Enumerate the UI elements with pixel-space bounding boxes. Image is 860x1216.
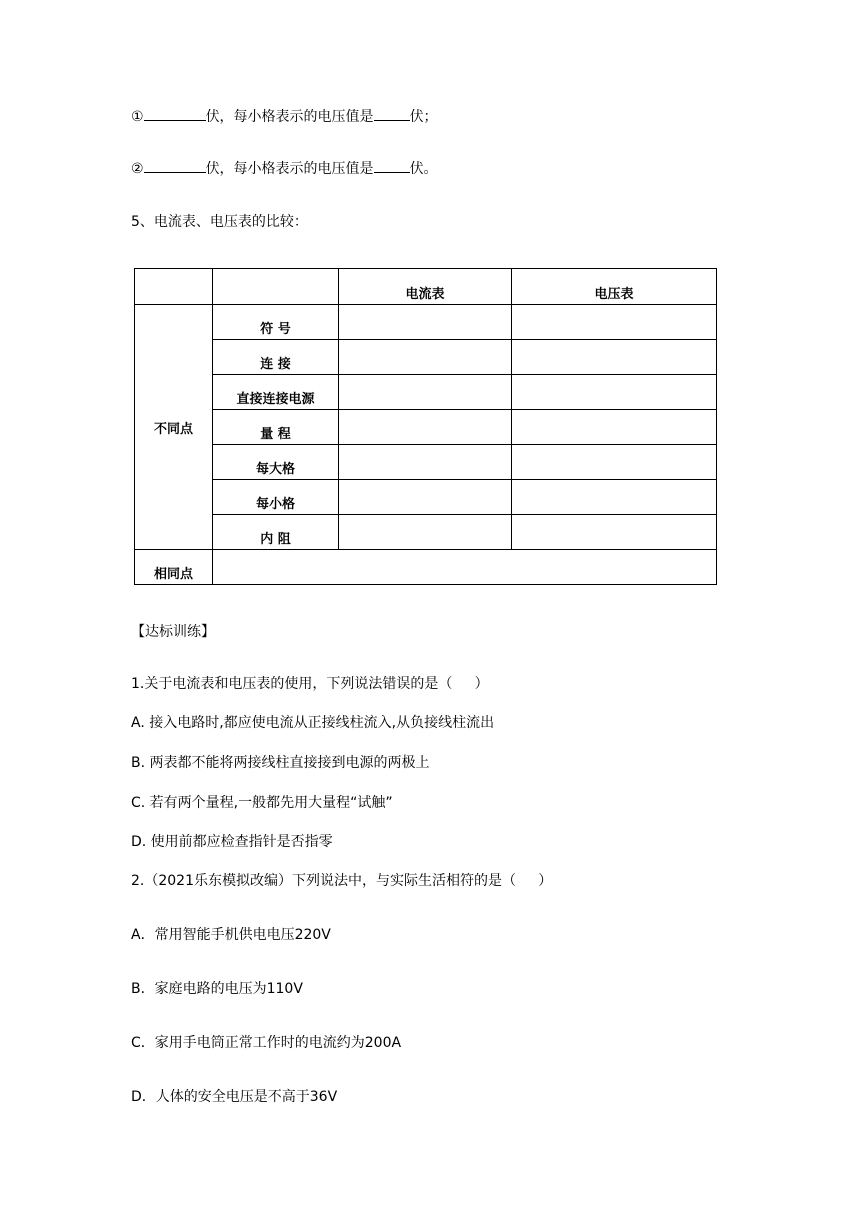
table-cell[interactable]: [512, 340, 717, 375]
row-label: 直接连接电源: [213, 375, 339, 410]
question-2-stem: 2.（2021乐东模拟改编）下列说法中，与实际生活相符的是（ ）: [131, 873, 553, 889]
table-corner-cell: [135, 269, 213, 305]
practice-heading: 【达标训练】: [131, 624, 215, 640]
group-label-same: 相同点: [135, 550, 213, 585]
table-row: [135, 305, 717, 340]
answer-blank[interactable]: [374, 158, 410, 173]
q1-option-b: B. 两表都不能将两接线柱直接接到电源的两极上: [131, 755, 430, 771]
table-row: [135, 515, 717, 550]
table-cell[interactable]: [339, 305, 512, 340]
row-label: 符 号: [213, 305, 339, 340]
question-1-stem: 1.关于电流表和电压表的使用，下列说法错误的是（ ）: [131, 676, 489, 692]
table-cell[interactable]: [339, 515, 512, 550]
row-label: 每小格: [213, 480, 339, 515]
table-corner-cell: [213, 269, 339, 305]
table-cell[interactable]: [512, 445, 717, 480]
table-cell[interactable]: [339, 445, 512, 480]
col-header-voltmeter: 电压表: [512, 269, 717, 305]
row-label: 量 程: [213, 410, 339, 445]
fill-line-2-tail: 伏。: [409, 161, 438, 177]
q1-option-d: D. 使用前都应检查指针是否指零: [131, 834, 333, 850]
answer-blank[interactable]: [144, 158, 206, 173]
fill-line-2-text: 伏，每小格表示的电压值是: [205, 161, 374, 177]
table-cell[interactable]: [512, 305, 717, 340]
col-header-ammeter: 电流表: [339, 269, 512, 305]
table-cell[interactable]: [512, 375, 717, 410]
q2-option-b: B．家庭电路的电压为110V: [131, 981, 303, 997]
q1-option-a: A. 接入电路时,都应使电流从正接线柱流入,从负接线柱流出: [131, 715, 495, 731]
table-cell[interactable]: [339, 480, 512, 515]
section5-heading: 5、电流表、电压表的比较：: [131, 214, 308, 230]
fill-line-1: [131, 106, 438, 127]
table-cell[interactable]: [512, 410, 717, 445]
table-row: [135, 375, 717, 410]
table-row: [135, 340, 717, 375]
row-label: 每大格: [213, 445, 339, 480]
comparison-table: [134, 268, 717, 585]
row-label: 内 阻: [213, 515, 339, 550]
fill-line-1-tail: 伏；: [409, 109, 438, 125]
table-row: [135, 410, 717, 445]
table-cell[interactable]: [339, 410, 512, 445]
answer-blank[interactable]: [374, 106, 410, 121]
table-cell[interactable]: [339, 375, 512, 410]
q2-option-c: C．家用手电筒正常工作时的电流约为200A: [131, 1035, 402, 1051]
q2-option-a: A．常用智能手机供电电压220V: [131, 927, 331, 943]
table-row-same: [135, 550, 717, 585]
table-cell[interactable]: [213, 550, 717, 585]
table-cell[interactable]: [512, 480, 717, 515]
fill-line-2-prefix: ②: [131, 161, 144, 177]
q2-option-d: D．人体的安全电压是不高于36V: [131, 1089, 338, 1105]
table-cell[interactable]: [512, 515, 717, 550]
fill-line-1-prefix: ①: [131, 109, 144, 125]
group-label-diff: 不同点: [135, 305, 213, 550]
fill-line-2: [131, 158, 438, 179]
table-row: [135, 445, 717, 480]
table-header-row: [135, 269, 717, 305]
table-cell[interactable]: [339, 340, 512, 375]
row-label: 连 接: [213, 340, 339, 375]
table-row: [135, 480, 717, 515]
fill-line-1-text: 伏，每小格表示的电压值是: [205, 109, 374, 125]
answer-blank[interactable]: [144, 106, 206, 121]
q1-option-c: C. 若有两个量程,一般都先用大量程“试触”: [131, 795, 393, 811]
